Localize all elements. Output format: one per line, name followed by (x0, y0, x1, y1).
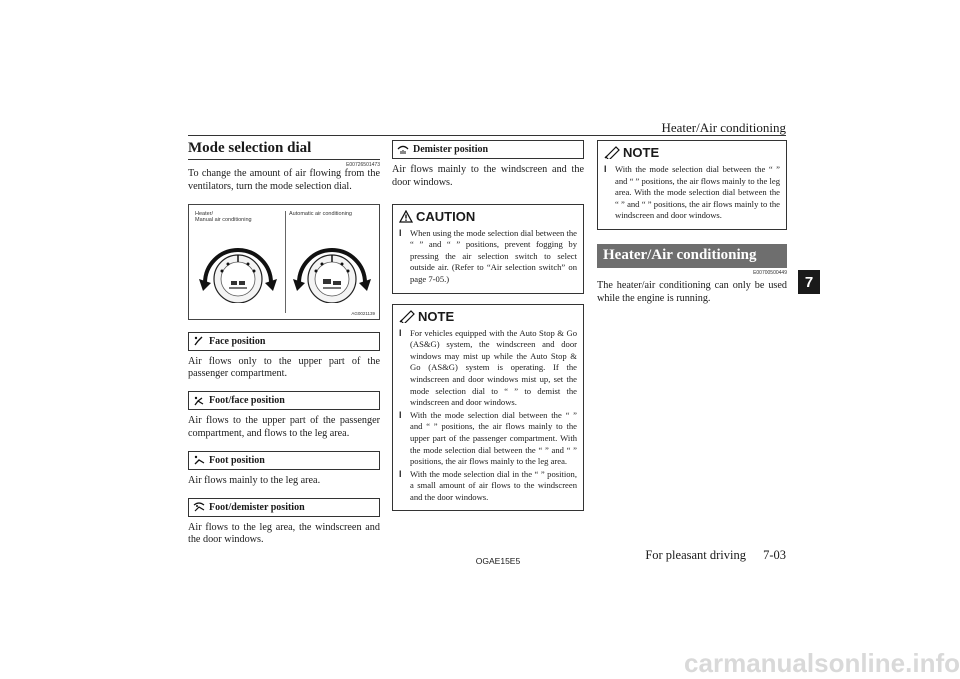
heater-section-code: E00700500449 (753, 269, 787, 276)
foot-icon (193, 455, 205, 465)
foot-face-position-text: Air flows to the upper part of the passenger compartment, and flows to the leg area. (188, 415, 380, 439)
section-title-mode-selection: Mode selection dial (188, 140, 380, 160)
bullet-icon: l (604, 164, 607, 174)
column-mode-selection (188, 140, 380, 547)
bullet-icon: l (399, 327, 402, 338)
caution-heading (399, 209, 577, 224)
footer-section-title: For pleasant driving (645, 548, 746, 562)
note-item (399, 328, 577, 409)
note-heading-middle (399, 309, 577, 324)
foot-face-position-title: Foot/face position (209, 395, 285, 407)
foot-demister-position-text: Air flows to the leg area, the windscreen and the door windows. (188, 521, 380, 546)
caution-label: CAUTION (416, 208, 476, 224)
face-position-heading (188, 332, 380, 351)
note-item (604, 164, 780, 222)
intro-text: To change the amount of air flowing from the ventilators, turn the mode selection dial. (188, 168, 380, 192)
note-pencil-icon (604, 146, 620, 159)
note-item (399, 469, 577, 504)
foot-demister-icon (193, 502, 205, 512)
warning-triangle-icon (399, 210, 413, 223)
footer-code: OGAE15E5 (475, 556, 521, 566)
face-position-text: Air flows only to the upper part of the passenger compartment. (188, 355, 380, 380)
demister-icon (397, 145, 409, 155)
demister-position-heading (392, 140, 584, 159)
heater-section-banner: Heater/Air conditioning (597, 244, 787, 268)
caution-item (399, 228, 577, 286)
manual-dial-icon (195, 233, 281, 303)
foot-face-position-heading (188, 391, 380, 410)
foot-demister-position-title: Foot/demister position (209, 501, 305, 513)
bullet-icon: l (399, 468, 402, 479)
watermark-link[interactable]: carmanualsonline.info (684, 648, 960, 678)
section-code: E00726501473 (346, 162, 380, 168)
note-item-text: With the mode selection dial in the “ ” position, a small amount of air flows to the windscreen and the door windows. (410, 468, 577, 502)
mode-dial-figure (188, 204, 380, 320)
foot-position-text: Air flows mainly to the leg area. (188, 474, 321, 486)
header-rule (188, 135, 786, 136)
note-item (399, 410, 577, 468)
running-head-title: Heater/Air conditioning (661, 120, 786, 135)
note-label-right: NOTE (623, 145, 660, 160)
note-label-middle: NOTE (418, 308, 455, 324)
foot-position-heading (188, 451, 380, 470)
foot-demister-position-heading (188, 498, 380, 517)
demister-position-title: Demister position (413, 144, 489, 155)
caution-item-text: When using the mode selection dial between the “ ” and “ ” positions, prevent fogging by pressing the air selection switch to select outside air. (Refer to “Air selection switch” on page 7-05.) (410, 227, 577, 284)
figure-code: AG0021139 (351, 310, 375, 316)
chapter-tab: 7 (798, 270, 820, 294)
bullet-icon: l (399, 409, 402, 420)
bullet-icon: l (399, 227, 402, 238)
automatic-dial-icon (289, 233, 375, 303)
footer-page-number: 7-03 (763, 548, 786, 562)
note-item-text: With the mode selection dial between the “ ” and “ ” positions, the air flows mainly to the leg area. With the mode selection dial between the “ ” and “ ” positions, the air flows mainly to the windscreen and door windows. (615, 164, 780, 221)
note-item-text: For vehicles equipped with the Auto Stop & Go (AS&G) system, the windscreen and door windows may mist up while the Auto Stop & Go (AS&G) system is operating. If the windscreen and door windows mist up, set the mode selection dial to “ ” to demist the windscreen and door windows. (410, 327, 577, 408)
foot-face-icon (193, 396, 205, 406)
note-pencil-icon (399, 310, 415, 323)
figure-divider (285, 211, 286, 313)
note-heading-right (604, 145, 780, 160)
face-icon (193, 336, 205, 346)
figure-label-automatic: Automatic air conditioning (289, 210, 352, 217)
column-heater (597, 140, 787, 306)
note-box-middle (392, 304, 584, 512)
face-position-title: Face position (209, 335, 266, 347)
note-box-right (597, 140, 787, 230)
heater-section-text: The heater/air conditioning can only be used while the engine is running. (597, 279, 787, 304)
note-item-text: With the mode selection dial between the “ ” and “ ” positions, the air flows mainly to the upper part of the passenger compartment. With the mode selection dial between the “ ” and “ ” positions, the air flows mainly to the leg area. (410, 409, 577, 467)
figure-label-manual: Heater/ Manual air conditioning (195, 210, 252, 224)
foot-position-title: Foot position (209, 454, 265, 466)
column-demister (392, 140, 584, 511)
caution-box (392, 204, 584, 294)
demister-position-text: Air flows mainly to the windscreen and the door windows. (392, 164, 584, 188)
